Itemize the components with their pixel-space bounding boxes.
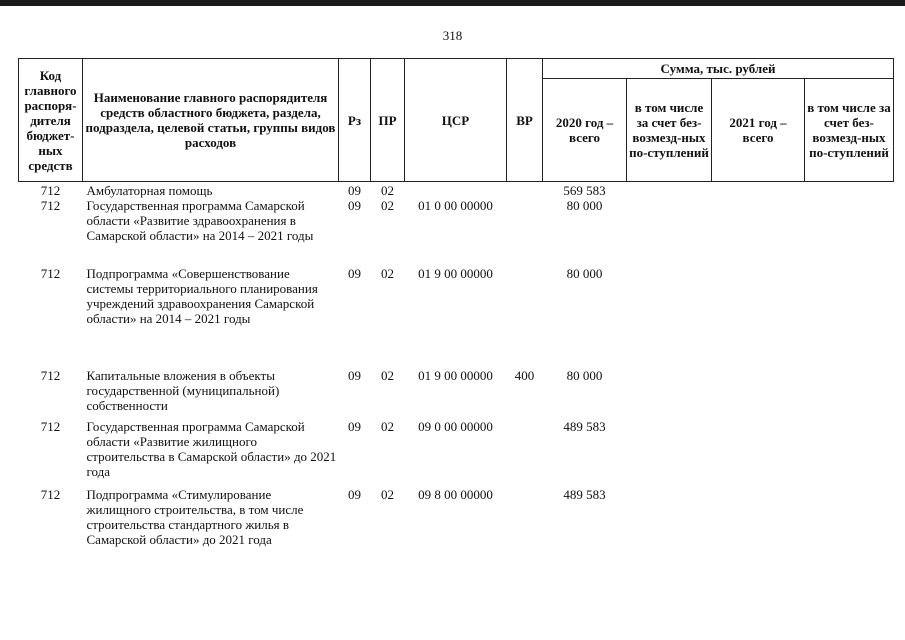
cell-kod: 712	[40, 419, 61, 434]
cell-rz: 09	[348, 487, 361, 502]
cell-sum-2020-incl	[627, 368, 712, 419]
cell-vr	[507, 182, 543, 199]
cell-csr: 01 9 00 00000	[418, 368, 493, 383]
cell-sum-2021-incl	[805, 198, 894, 266]
cell-vr	[507, 198, 543, 266]
table-row	[19, 198, 894, 266]
top-border	[0, 0, 905, 6]
cell-sum-2021-incl	[805, 487, 894, 572]
cell-sum-2020: 80 000	[566, 368, 603, 383]
cell-sum-2021-incl	[805, 266, 894, 368]
cell-sum-2020: 80 000	[566, 198, 603, 213]
cell-pr: 02	[381, 419, 394, 434]
header-name: Наименование главного распорядителя средств областного бюджета, раздела, подраздела, целевой статьи, группы видов расходов	[83, 59, 339, 182]
cell-csr: 09 0 00 00000	[418, 419, 493, 434]
cell-pr: 02	[381, 487, 394, 502]
cell-sum-2020: 489 583	[563, 487, 606, 502]
cell-sum-2021-incl	[805, 368, 894, 419]
header-rz: Рз	[339, 59, 371, 182]
cell-sum-2020-incl	[627, 266, 712, 368]
header-kod: Код главного распоря-дителя бюджет-ных средств	[19, 59, 83, 182]
cell-kod: 712	[40, 368, 61, 383]
cell-rz: 09	[348, 183, 361, 198]
table-row	[19, 419, 894, 487]
header-2020-total: 2020 год – всего	[543, 79, 627, 182]
page-number: 318	[442, 28, 463, 43]
cell-sum-2020: 569 583	[563, 183, 606, 198]
cell-csr: 09 8 00 00000	[418, 487, 493, 502]
table-row	[19, 487, 894, 572]
header-vr: ВР	[507, 59, 543, 182]
header-csr: ЦСР	[405, 59, 507, 182]
cell-sum-2020: 489 583	[563, 419, 606, 434]
cell-name: Амбулаторная помощь	[86, 183, 213, 198]
table-row	[19, 266, 894, 368]
table-body	[19, 182, 894, 573]
cell-kod: 712	[40, 183, 61, 198]
cell-name: Государственная программа Самарской области «Развитие жилищного строительства в Самарской области» до 2021 года	[86, 419, 337, 479]
cell-name: Подпрограмма «Совершенствование системы территориального планирования учреждений здравоохранения Самарской области» на 2014 – 2021 годы	[86, 266, 318, 326]
header-2021-total: 2021 год – всего	[712, 79, 805, 182]
cell-sum-2021	[712, 368, 805, 419]
cell-rz: 09	[348, 266, 361, 281]
budget-table	[18, 58, 894, 572]
cell-sum-2021	[712, 487, 805, 572]
cell-rz: 09	[348, 419, 361, 434]
cell-sum-2020-incl	[627, 487, 712, 572]
cell-name: Капитальные вложения в объекты государственной (муниципальной) собственности	[86, 368, 280, 413]
cell-sum-2020-incl	[627, 182, 712, 199]
cell-kod: 712	[40, 487, 61, 502]
cell-sum-2021	[712, 419, 805, 487]
cell-rz: 09	[348, 198, 361, 213]
cell-pr: 02	[381, 183, 394, 198]
cell-rz: 09	[348, 368, 361, 383]
cell-csr: 01 9 00 00000	[418, 266, 493, 281]
cell-vr: 400	[514, 368, 535, 383]
cell-name: Государственная программа Самарской области «Развитие здравоохранения в Самарской области» на 2014 – 2021 годы	[86, 198, 314, 243]
cell-pr: 02	[381, 198, 394, 213]
header-summa: Сумма, тыс. рублей	[543, 59, 894, 79]
cell-vr	[507, 419, 543, 487]
cell-kod: 712	[40, 266, 61, 281]
cell-kod: 712	[40, 198, 61, 213]
cell-sum-2020-incl	[627, 198, 712, 266]
cell-sum-2020-incl	[627, 419, 712, 487]
cell-sum-2021	[712, 266, 805, 368]
cell-pr: 02	[381, 368, 394, 383]
table-header	[19, 59, 894, 182]
cell-sum-2020: 80 000	[566, 266, 603, 281]
cell-name: Подпрограмма «Стимулирование жилищного строительства, в том числе строительства стандартного жилья в Самарской области» до 2021 года	[86, 487, 304, 547]
cell-sum-2021-incl	[805, 182, 894, 199]
header-2020-incl: в том числе за счет без-возмезд-ных по-ступлений	[627, 79, 712, 182]
cell-sum-2021	[712, 198, 805, 266]
table-row	[19, 368, 894, 419]
cell-csr: 01 0 00 00000	[418, 198, 493, 213]
cell-sum-2021	[712, 182, 805, 199]
cell-sum-2021-incl	[805, 419, 894, 487]
cell-vr	[507, 487, 543, 572]
header-2021-incl: в том числе за счет без-возмезд-ных по-ступлений	[805, 79, 894, 182]
cell-pr: 02	[381, 266, 394, 281]
header-pr: ПР	[371, 59, 405, 182]
table-row	[19, 182, 894, 199]
cell-csr	[405, 182, 507, 199]
cell-vr	[507, 266, 543, 368]
